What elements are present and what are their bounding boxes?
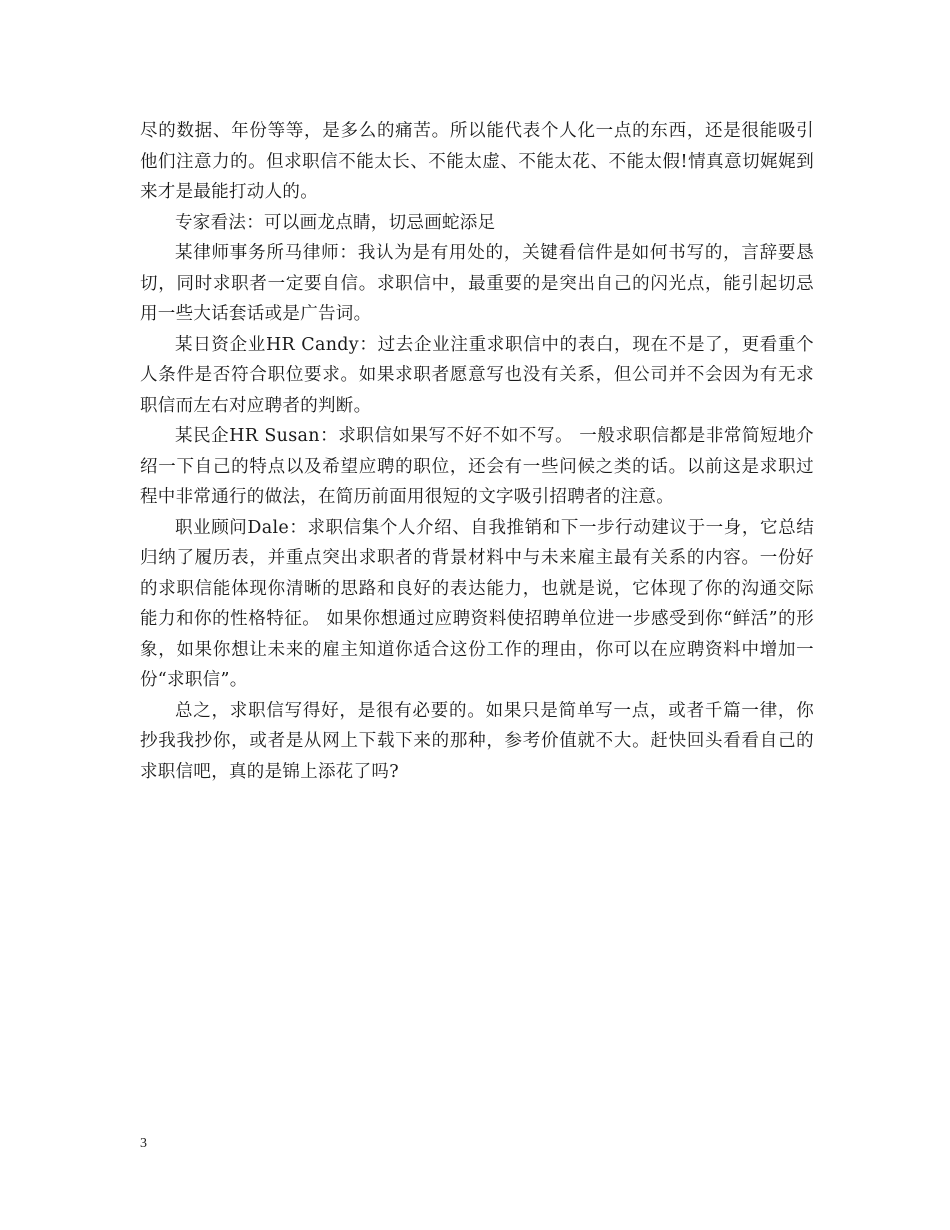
paragraph-consultant-dale-opinion: 职业顾问Dale：求职信集个人介绍、自我推销和下一步行动建议于一身，它总结归纳了履历表，并重点突出求职者的背景材料中与未来雇主最有关系的内容。一份好的求职信能体现你清晰的思路和良好的表达能力，也就是说，它体现了你的沟通交际能力和你的性格特征。 如果你想通过应聘资料使招聘单位进一步感受到你“鲜活”的形象，如果你想让未来的雇主知道你适合这份工作的理由，你可以在应聘资料中增加一份“求职信”。 [140,517,814,690]
paragraph-expert-heading: 专家看法：可以画龙点睛，切忌画蛇添足 [175,212,496,233]
body-text [140,116,814,787]
paragraph-conclusion: 总之，求职信写得好，是很有必要的。如果只是简单写一点，或者千篇一律，你抄我我抄你，或者是从网上下载下来的那种，参考价值就不大。赶快回头看看自己的求职信吧，真的是锦上添花了吗? [140,700,814,782]
paragraph-hr-susan-opinion: 某民企HR Susan：求职信如果写不好不如不写。 一般求职信都是非常简短地介绍一下自己的特点以及希望应聘的职位，还会有一些问候之类的话。以前这是求职过程中非常通行的做法，在简历前面用很短的文字吸引招聘者的注意。 [140,426,814,507]
paragraph-hr-candy-opinion: 某日资企业HR Candy：过去企业注重求职信中的表白，现在不是了，更看重个人条件是否符合职位要求。如果求职者愿意写也没有关系，但公司并不会因为有无求职信而左右对应聘者的判断。 [140,334,814,416]
page-number: 3 [140,1136,147,1151]
paragraph-continuation: 尽的数据、年份等等，是多么的痛苦。所以能代表个人化一点的东西，还是很能吸引他们注意力的。但求职信不能太长、不能太虚、不能太花、不能太假!情真意切娓娓到来才是最能打动人的。 [140,121,814,202]
paragraph-lawyer-opinion: 某律师事务所马律师：我认为是有用处的，关键看信件是如何书写的，言辞要恳切，同时求职者一定要自信。求职信中，最重要的是突出自己的闪光点，能引起切忌用一些大话套话或是广告词。 [140,243,814,324]
